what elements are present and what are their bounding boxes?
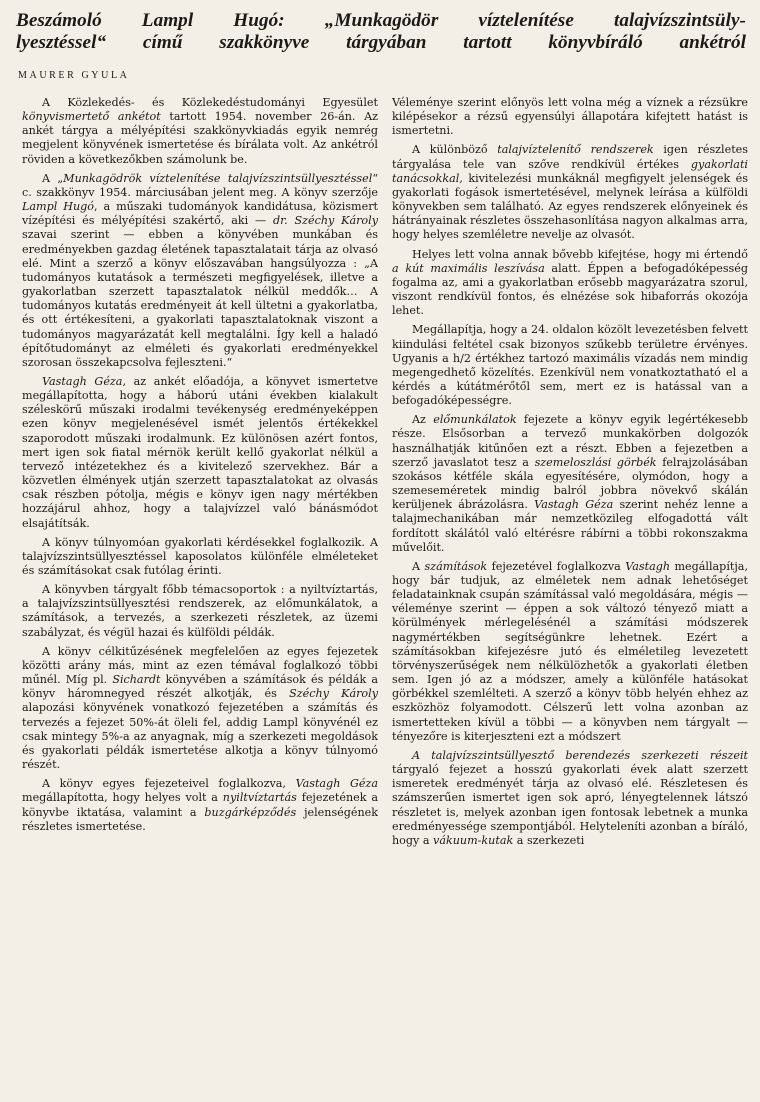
author-name: MAURER GYULA [18,70,130,81]
paragraph: A számítások fejezetével foglalkozva Vastagh megállapítja, hogy bár tudjuk, az elméletek nem adnak lehetőséget feladatainknak csupán számítással való megoldására, mégis — véleménye szerint — éppen a sok változó tényező miatt a körülmények mérlegelésénél a számítási módszerek nagymértékben segítségünkre lehetnek. Ezért a számításokban kifejezésre jutó és elméletileg levezetett törvényszerűségek nem nélkülözhetők a gyakorlati életben sem. Igen jó az a módszer, amely a különféle hatásokat görbékkel szemlélteti. A szerző a könyv több helyén ehhez az eszközhöz folyamodott. Célszerű lett volna azonban az ismertetteken kívül a többi — a könyvben nem tárgyalt — tényezőre is kiterjeszteni ezt a módszert [392,559,748,743]
paragraph: Az előmunkálatok fejezete a könyv egyik legértékesebb része. Elsősorban a tervező munkakörben dolgozók használhatják kitűnően ezt a részt. Ebben a fejezetben a szerző javaslatot tesz a szemeloszlási görbék felrajzolásában szokásos kétféle skála egyesítésére, olymódon, hogy a szemeseméretek mindig balról jobbra növekvő skálán kerüljenek ábrázolásra. Vastagh Géza szerint nehéz lenne a talajmechanikában már nemzetközileg elfogadottá vált fordított skálától való eltérésre rábírni a többi rokonszakma művelőit. [392,413,748,554]
article-title-line-2: lyesztéssel“ című szakkönyve tárgyában tartott könyvbíráló ankétról [16,32,746,53]
paragraph: Megállapítja, hogy a 24. oldalon közölt levezetésben felvett kiindulási feltétel csak bizonyos szűkebb területre érvényes. Ugyanis a h/2 értékhez tartozó maximális vízadás nem mindig megengedhető közelítés. Ezenkívül nem vonatkoztatható el a kérdés a kútátmérőtől sem, mert ez is hatással van a befogadóképességre. [392,323,748,408]
paragraph: A könyvben tárgyalt főbb témacsoportok : a nyiltvíztartás, a talajvízszintsüllyesztési rendszerek, az előmunkálatok, a számítások, a tervezés, a szerkezeti részletek, az üzemi szabályzat, és végül hazai és külföldi példák. [22,583,378,639]
paragraph: A könyv túlnyomóan gyakorlati kérdésekkel foglalkozik. A talajvízszintsüllyesztéssel kaposolatos különféle elméleteket és számításokat csak futólag érinti. [22,535,378,577]
left-column [22,96,378,1102]
article-title-line-1: Beszámoló Lampl Hugó: „Munkagödör víztelenítése talajvízszintsüly- [16,10,746,31]
paragraph: A könyv egyes fejezeteivel foglalkozva, Vastagh Géza megállapította, hogy helyes volt a nyiltvíztartás fejezetének a könyvbe iktatása, valamint a buzgárképződés jelenségének részletes ismertetése. [22,777,378,833]
right-column [392,96,748,1102]
paragraph: Vastagh Géza, az ankét előadója, a könyvet ismertetve megállapította, hogy a háború utáni években kialakult széleskörű műszaki irodalmi tevékenység eredményeképpen ezen könyv megjelenésével ismét jelentős értékekkel szaporodott műszaki irodalmunk. Ez különösen azért fontos, mert igen sok fiatal mérnök került kellő gyakorlat nélkül a tervező intézetekhez és a kivitelező szervekhez. Bár a közvetlen élmények utján szerzett tapasztalatokat az olvasás csak részben pótolja, mégis e könyv igen nagy mértékben hozzájárul ahhoz, hogy a talajvízzel való bánásmódot elsajátítsák. [22,374,378,530]
article-title [14,10,748,54]
paragraph: A talajvízszintsüllyesztő berendezés szerkezeti részeit tárgyaló fejezet a hosszú gyakorlati évek alatt szerzett ismeretek eredményét tárja az olvasó elé. Részletesen és számszerűen ismertet igen sok apró, lényegtelennek látszó részletet is, melyek azonban igen fontosak lebetnek a munka eredményessége szempontjából. Helyteleníti azonban a bíráló, hogy a vákuum-kutak a szerkezeti [392,748,748,847]
paragraph: A „Munkagödrök víztelenítése talajvízszintsüllyesztéssel“ c. szakkönyv 1954. márciusában jelent meg. A könyv szerzője Lampl Hugó, a műszaki tudományok kandidátusa, közismert vízépítési és mélyépítési szakértő, aki — dr. Széchy Károly szavai szerint — ebben a könyvében munkában és eredményekben gazdag életének tapasztalatait tárja az olvasó elé. Mint a szerző a könyv előszavában hangsúlyozza : „A tudományos kutatások a természeti megfigyelések, illetve a gyakorlatban szerzett tapasztalatok nélkül meddők… A tudományos kutatás eredményeit át kell ültetni a gyakorlatba, és ott értékesíteni, a gyakorlati tapasztalatoknak viszont a tudományos magyarázatát kell megtalálni. Így kell a haladó építőtudományt az elméleti és gyakorlati eredményekkel szorosan összekapcsolva fejleszteni.“ [22,171,378,369]
text-columns [22,96,748,1102]
paragraph: Véleménye szerint előnyös lett volna még a víznek a rézsükre kilépésekor a rézsű egyensúlyi állapotára kifejtett hatást is ismertetni. [392,96,748,138]
paragraph: A különböző talajvíztelenítő rendszerek igen részletes tárgyalása tele van szőve rendkívül értékes gyakorlati tanácsokkal, kivitelezési munkáknál megfigyelt jelenségek és gyakorlati fogások ismertetésével, melynek leírása a külföldi könyvekben sem található. Az egyes rendszerek előnyeinek és hátrányainak részletes összehasonlítása nagyon alkalmas arra, hogy helyes szemléletre nevelje az olvasót. [392,143,748,242]
paragraph: Helyes lett volna annak bővebb kifejtése, hogy mi értendő a kút maximális leszívása alatt. Éppen a befogadóképesség fogalma az, ami a gyakorlatban erősebb magyarázatra szorul, viszont rendkívül fontos, és elnézése sok hibaforrás okozója lehet. [392,247,748,318]
paragraph: A Közlekedés- és Közlekedéstudományi Egyesület könyvismertető ankétot tartott 1954. november 26-án. Az ankét tárgya a mélyépítési szakkönyvkiadás egyik nemrég megjelent könyvének ismertetése és bírálata volt. Az ankétról röviden a következőkben számolunk be. [22,96,378,166]
paragraph: A könyv célkitűzésének megfelelően az egyes fejezetek közötti arány más, mint az ezen témával foglalkozó többi műnél. Míg pl. Sichardt könyvében a számítások és példák a könyv háromnegyed részét alkotják, és Széchy Károly alapozási könyvének vonatkozó fejezetében a számítás és tervezés a fejezet 50%-át öleli fel, addig Lampl könyvénél ez csak mintegy 5%-a az anyagnak, míg a szerkezeti megoldások és gyakorlati példák ismertetése alkotja a könyv túlnyomó részét. [22,644,378,772]
